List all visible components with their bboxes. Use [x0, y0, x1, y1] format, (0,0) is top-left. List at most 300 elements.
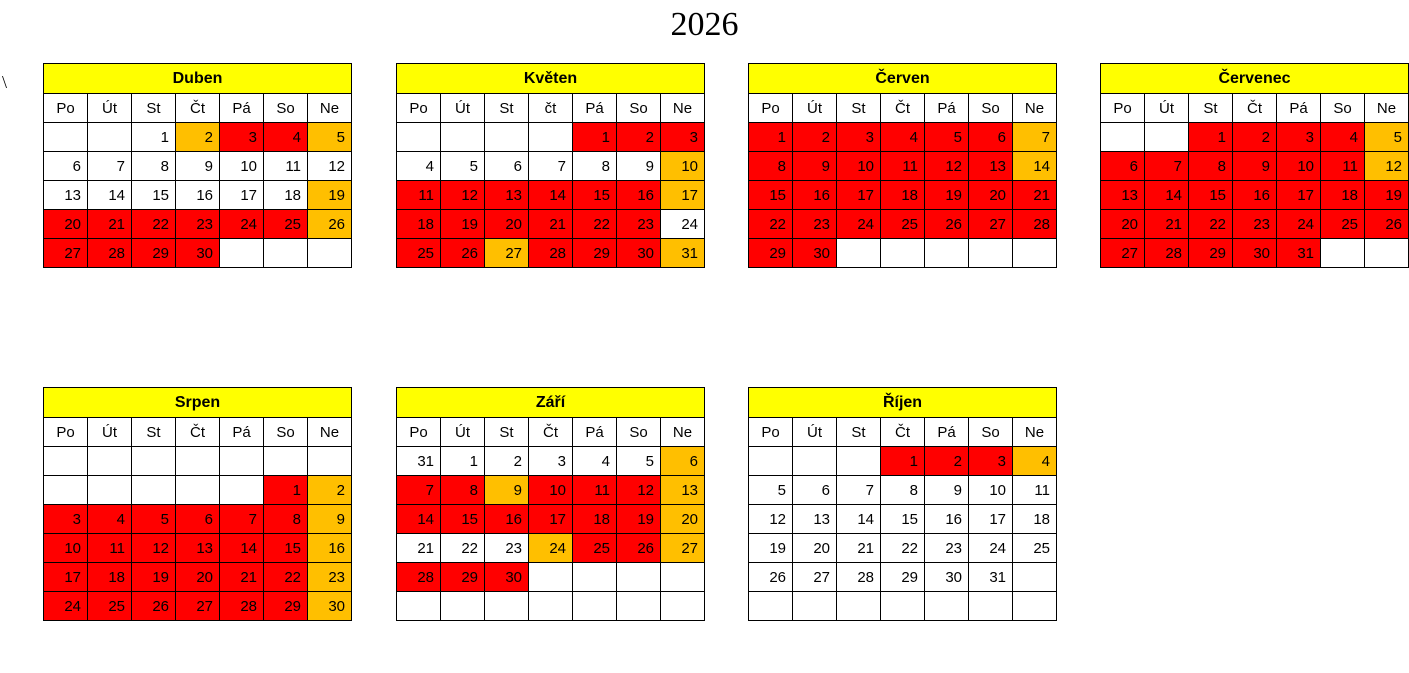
empty-day-cell: [44, 123, 88, 152]
day-cell[interactable]: 14: [397, 505, 441, 534]
day-cell[interactable]: 5: [749, 476, 793, 505]
day-cell[interactable]: 26: [1365, 210, 1409, 239]
day-cell[interactable]: 4: [88, 505, 132, 534]
day-cell[interactable]: 29: [132, 239, 176, 268]
day-cell[interactable]: 18: [1013, 505, 1057, 534]
empty-day-cell: [529, 592, 573, 621]
empty-day-cell: [661, 592, 705, 621]
day-cell[interactable]: 23: [308, 563, 352, 592]
day-cell[interactable]: 10: [1277, 152, 1321, 181]
day-cell[interactable]: 12: [617, 476, 661, 505]
day-cell[interactable]: 16: [617, 181, 661, 210]
day-cell[interactable]: 20: [661, 505, 705, 534]
day-cell[interactable]: 29: [1189, 239, 1233, 268]
day-cell[interactable]: 13: [661, 476, 705, 505]
weekday-header: Čt: [176, 418, 220, 447]
day-cell[interactable]: 19: [132, 563, 176, 592]
day-cell[interactable]: 3: [44, 505, 88, 534]
day-cell[interactable]: 31: [969, 563, 1013, 592]
day-cell[interactable]: 3: [529, 447, 573, 476]
day-cell[interactable]: 13: [1101, 181, 1145, 210]
day-cell[interactable]: 24: [837, 210, 881, 239]
day-cell[interactable]: 4: [1013, 447, 1057, 476]
day-cell[interactable]: 21: [837, 534, 881, 563]
day-cell[interactable]: 5: [441, 152, 485, 181]
weekday-header: Ne: [661, 418, 705, 447]
empty-day-cell: [220, 476, 264, 505]
day-cell[interactable]: 7: [88, 152, 132, 181]
month-title: Říjen: [749, 388, 1057, 418]
day-cell[interactable]: 23: [925, 534, 969, 563]
day-cell[interactable]: 11: [397, 181, 441, 210]
day-cell[interactable]: 7: [529, 152, 573, 181]
day-cell[interactable]: 21: [397, 534, 441, 563]
day-cell[interactable]: 17: [529, 505, 573, 534]
day-cell[interactable]: 9: [485, 476, 529, 505]
day-cell[interactable]: 7: [1145, 152, 1189, 181]
day-cell[interactable]: 3: [661, 123, 705, 152]
day-cell[interactable]: 14: [837, 505, 881, 534]
week-row: [44, 152, 352, 181]
day-cell[interactable]: 12: [749, 505, 793, 534]
empty-day-cell: [397, 123, 441, 152]
day-cell[interactable]: 25: [881, 210, 925, 239]
weekday-header: Ne: [661, 94, 705, 123]
day-cell[interactable]: 24: [661, 210, 705, 239]
day-cell[interactable]: 3: [220, 123, 264, 152]
day-cell[interactable]: 4: [881, 123, 925, 152]
empty-day-cell: [176, 447, 220, 476]
day-cell[interactable]: 2: [793, 123, 837, 152]
month-calendar-červen: [748, 63, 1057, 268]
day-cell[interactable]: 7: [220, 505, 264, 534]
week-row: [1101, 210, 1409, 239]
day-cell[interactable]: 10: [837, 152, 881, 181]
empty-day-cell: [749, 447, 793, 476]
day-cell[interactable]: 26: [925, 210, 969, 239]
weekday-header: Ne: [1013, 418, 1057, 447]
day-cell[interactable]: 6: [485, 152, 529, 181]
day-cell[interactable]: 16: [925, 505, 969, 534]
day-cell[interactable]: 26: [749, 563, 793, 592]
day-cell[interactable]: 23: [793, 210, 837, 239]
day-cell[interactable]: 15: [132, 181, 176, 210]
day-cell[interactable]: 19: [308, 181, 352, 210]
empty-day-cell: [264, 239, 308, 268]
day-cell[interactable]: 19: [441, 210, 485, 239]
day-cell[interactable]: 21: [1145, 210, 1189, 239]
day-cell[interactable]: 26: [441, 239, 485, 268]
day-cell[interactable]: 20: [793, 534, 837, 563]
day-cell[interactable]: 23: [617, 210, 661, 239]
day-cell[interactable]: 28: [1013, 210, 1057, 239]
day-cell[interactable]: 8: [1189, 152, 1233, 181]
day-cell[interactable]: 17: [1277, 181, 1321, 210]
week-row: [397, 210, 705, 239]
week-row: [1101, 152, 1409, 181]
day-cell[interactable]: 30: [1233, 239, 1277, 268]
day-cell[interactable]: 10: [969, 476, 1013, 505]
day-cell[interactable]: 8: [132, 152, 176, 181]
day-cell[interactable]: 20: [176, 563, 220, 592]
day-cell[interactable]: 7: [1013, 123, 1057, 152]
month-title: Květen: [397, 64, 705, 94]
weekday-header: Čt: [881, 94, 925, 123]
day-cell[interactable]: 23: [485, 534, 529, 563]
day-cell[interactable]: 2: [925, 447, 969, 476]
empty-day-cell: [925, 239, 969, 268]
day-cell[interactable]: 26: [308, 210, 352, 239]
day-cell[interactable]: 30: [925, 563, 969, 592]
day-cell[interactable]: 1: [573, 123, 617, 152]
day-cell[interactable]: 22: [264, 563, 308, 592]
day-cell[interactable]: 21: [88, 210, 132, 239]
empty-day-cell: [220, 239, 264, 268]
weekday-header: So: [264, 418, 308, 447]
day-cell[interactable]: 9: [1233, 152, 1277, 181]
day-cell[interactable]: 9: [308, 505, 352, 534]
day-cell[interactable]: 13: [485, 181, 529, 210]
empty-day-cell: [397, 592, 441, 621]
day-cell[interactable]: 4: [264, 123, 308, 152]
empty-day-cell: [88, 123, 132, 152]
day-cell[interactable]: 27: [485, 239, 529, 268]
day-cell[interactable]: 6: [1101, 152, 1145, 181]
day-cell[interactable]: 25: [1321, 210, 1365, 239]
day-cell[interactable]: 18: [881, 181, 925, 210]
day-cell[interactable]: 25: [573, 534, 617, 563]
weekday-header: So: [969, 94, 1013, 123]
day-cell[interactable]: 12: [441, 181, 485, 210]
day-cell[interactable]: 9: [925, 476, 969, 505]
day-cell[interactable]: 28: [88, 239, 132, 268]
day-cell[interactable]: 22: [1189, 210, 1233, 239]
day-cell[interactable]: 15: [441, 505, 485, 534]
day-cell[interactable]: 12: [925, 152, 969, 181]
day-cell[interactable]: 6: [44, 152, 88, 181]
day-cell[interactable]: 16: [308, 534, 352, 563]
day-cell[interactable]: 18: [397, 210, 441, 239]
weekday-header: St: [837, 418, 881, 447]
empty-day-cell: [661, 563, 705, 592]
day-cell[interactable]: 24: [529, 534, 573, 563]
day-cell[interactable]: 23: [1233, 210, 1277, 239]
day-cell[interactable]: 5: [1365, 123, 1409, 152]
day-cell[interactable]: 25: [1013, 534, 1057, 563]
weekday-header: Pá: [925, 418, 969, 447]
day-cell[interactable]: 7: [397, 476, 441, 505]
day-cell[interactable]: 12: [1365, 152, 1409, 181]
week-row: [44, 592, 352, 621]
week-row: [44, 181, 352, 210]
day-cell[interactable]: 5: [132, 505, 176, 534]
day-cell[interactable]: 1: [441, 447, 485, 476]
weekday-header: Út: [793, 418, 837, 447]
day-cell[interactable]: 24: [44, 592, 88, 621]
day-cell[interactable]: 5: [925, 123, 969, 152]
day-cell[interactable]: 15: [1189, 181, 1233, 210]
empty-day-cell: [220, 447, 264, 476]
day-cell[interactable]: 22: [441, 534, 485, 563]
day-cell[interactable]: 16: [485, 505, 529, 534]
weekday-header: čt: [529, 94, 573, 123]
day-cell[interactable]: 22: [881, 534, 925, 563]
week-row: [749, 210, 1057, 239]
weekday-header: So: [617, 94, 661, 123]
day-cell[interactable]: 5: [617, 447, 661, 476]
empty-day-cell: [793, 592, 837, 621]
day-cell[interactable]: 31: [661, 239, 705, 268]
day-cell[interactable]: 29: [441, 563, 485, 592]
day-cell[interactable]: 24: [969, 534, 1013, 563]
empty-day-cell: [176, 476, 220, 505]
day-cell[interactable]: 11: [1013, 476, 1057, 505]
day-cell[interactable]: 12: [132, 534, 176, 563]
day-cell[interactable]: 1: [749, 123, 793, 152]
day-cell[interactable]: 14: [1145, 181, 1189, 210]
empty-day-cell: [881, 592, 925, 621]
weekday-header: Po: [749, 94, 793, 123]
day-cell[interactable]: 21: [220, 563, 264, 592]
week-row: [397, 239, 705, 268]
weekday-header: Po: [397, 94, 441, 123]
day-cell[interactable]: 8: [264, 505, 308, 534]
day-cell[interactable]: 11: [573, 476, 617, 505]
week-row: [397, 447, 705, 476]
day-cell[interactable]: 17: [661, 181, 705, 210]
weekday-header: Ne: [308, 418, 352, 447]
day-cell[interactable]: 8: [881, 476, 925, 505]
empty-day-cell: [925, 592, 969, 621]
weekday-header: St: [132, 94, 176, 123]
day-cell[interactable]: 1: [264, 476, 308, 505]
day-cell[interactable]: 10: [529, 476, 573, 505]
empty-day-cell: [88, 447, 132, 476]
empty-day-cell: [969, 239, 1013, 268]
day-cell[interactable]: 14: [220, 534, 264, 563]
day-cell[interactable]: 20: [969, 181, 1013, 210]
day-cell[interactable]: 27: [44, 239, 88, 268]
day-cell[interactable]: 9: [617, 152, 661, 181]
day-cell[interactable]: 4: [1321, 123, 1365, 152]
weekday-header: So: [264, 94, 308, 123]
day-cell[interactable]: 6: [661, 447, 705, 476]
empty-day-cell: [1321, 239, 1365, 268]
week-row: [397, 476, 705, 505]
empty-day-cell: [441, 123, 485, 152]
day-cell[interactable]: 10: [44, 534, 88, 563]
day-cell[interactable]: 13: [793, 505, 837, 534]
day-cell[interactable]: 29: [573, 239, 617, 268]
day-cell[interactable]: 27: [1101, 239, 1145, 268]
day-cell[interactable]: 27: [661, 534, 705, 563]
day-cell[interactable]: 19: [617, 505, 661, 534]
day-cell[interactable]: 2: [1233, 123, 1277, 152]
week-row: [749, 447, 1057, 476]
day-cell[interactable]: 30: [308, 592, 352, 621]
weekday-header: Pá: [220, 418, 264, 447]
day-cell[interactable]: 28: [837, 563, 881, 592]
day-cell[interactable]: 2: [617, 123, 661, 152]
day-cell[interactable]: 4: [397, 152, 441, 181]
day-cell[interactable]: 22: [749, 210, 793, 239]
day-cell[interactable]: 28: [1145, 239, 1189, 268]
day-cell[interactable]: 3: [1277, 123, 1321, 152]
month-title: Červenec: [1101, 64, 1409, 94]
day-cell[interactable]: 19: [1365, 181, 1409, 210]
weekday-header: Út: [1145, 94, 1189, 123]
month-calendar-červenec: [1100, 63, 1409, 268]
day-cell[interactable]: 3: [837, 123, 881, 152]
day-cell[interactable]: 16: [793, 181, 837, 210]
day-cell[interactable]: 19: [925, 181, 969, 210]
day-cell[interactable]: 1: [881, 447, 925, 476]
weekday-header: So: [1321, 94, 1365, 123]
day-cell[interactable]: 27: [793, 563, 837, 592]
day-cell[interactable]: 30: [617, 239, 661, 268]
day-cell[interactable]: 25: [88, 592, 132, 621]
month-title: Červen: [749, 64, 1057, 94]
day-cell[interactable]: 16: [176, 181, 220, 210]
day-cell[interactable]: 3: [969, 447, 1013, 476]
day-cell[interactable]: 13: [969, 152, 1013, 181]
week-row: [44, 505, 352, 534]
day-cell[interactable]: 10: [661, 152, 705, 181]
day-cell[interactable]: 8: [573, 152, 617, 181]
day-cell[interactable]: 24: [220, 210, 264, 239]
day-cell[interactable]: 13: [176, 534, 220, 563]
day-cell[interactable]: 17: [969, 505, 1013, 534]
day-cell[interactable]: 15: [749, 181, 793, 210]
day-cell[interactable]: 14: [88, 181, 132, 210]
day-cell[interactable]: 11: [1321, 152, 1365, 181]
day-cell[interactable]: 17: [837, 181, 881, 210]
day-cell[interactable]: 13: [44, 181, 88, 210]
weekday-header: Pá: [1277, 94, 1321, 123]
day-cell[interactable]: 19: [749, 534, 793, 563]
day-cell[interactable]: 8: [749, 152, 793, 181]
day-cell[interactable]: 6: [969, 123, 1013, 152]
empty-day-cell: [529, 563, 573, 592]
day-cell[interactable]: 18: [88, 563, 132, 592]
empty-day-cell: [308, 239, 352, 268]
day-cell[interactable]: 27: [176, 592, 220, 621]
empty-day-cell: [1013, 239, 1057, 268]
day-cell[interactable]: 9: [176, 152, 220, 181]
day-cell[interactable]: 31: [397, 447, 441, 476]
day-cell[interactable]: 22: [573, 210, 617, 239]
day-cell[interactable]: 6: [793, 476, 837, 505]
day-cell[interactable]: 16: [1233, 181, 1277, 210]
day-cell[interactable]: 30: [485, 563, 529, 592]
day-cell[interactable]: 10: [220, 152, 264, 181]
month-title: Září: [397, 388, 705, 418]
day-cell[interactable]: 25: [264, 210, 308, 239]
day-cell[interactable]: 15: [573, 181, 617, 210]
week-row: [44, 239, 352, 268]
weekday-header: So: [617, 418, 661, 447]
page-title: 2026: [670, 6, 739, 43]
day-cell[interactable]: 18: [1321, 181, 1365, 210]
week-row: [397, 123, 705, 152]
day-cell[interactable]: 14: [1013, 152, 1057, 181]
day-cell[interactable]: 15: [881, 505, 925, 534]
day-cell[interactable]: 11: [264, 152, 308, 181]
day-cell[interactable]: 28: [397, 563, 441, 592]
empty-day-cell: [793, 447, 837, 476]
day-cell[interactable]: 17: [220, 181, 264, 210]
weekday-header: Po: [397, 418, 441, 447]
day-cell[interactable]: 26: [132, 592, 176, 621]
day-cell[interactable]: 6: [176, 505, 220, 534]
day-cell[interactable]: 11: [881, 152, 925, 181]
day-cell[interactable]: 18: [573, 505, 617, 534]
weekday-header: So: [969, 418, 1013, 447]
day-cell[interactable]: 20: [485, 210, 529, 239]
day-cell[interactable]: 27: [969, 210, 1013, 239]
day-cell[interactable]: 25: [397, 239, 441, 268]
day-cell[interactable]: 28: [529, 239, 573, 268]
day-cell[interactable]: 15: [264, 534, 308, 563]
day-cell[interactable]: 29: [881, 563, 925, 592]
day-cell[interactable]: 17: [44, 563, 88, 592]
day-cell[interactable]: 2: [308, 476, 352, 505]
day-cell[interactable]: 18: [264, 181, 308, 210]
day-cell[interactable]: 23: [176, 210, 220, 239]
day-cell[interactable]: 20: [44, 210, 88, 239]
week-row: [749, 239, 1057, 268]
day-cell[interactable]: 8: [441, 476, 485, 505]
week-row: [44, 563, 352, 592]
day-cell[interactable]: 29: [749, 239, 793, 268]
day-cell[interactable]: 4: [573, 447, 617, 476]
weekday-header: Čt: [176, 94, 220, 123]
day-cell[interactable]: 7: [837, 476, 881, 505]
day-cell[interactable]: 21: [529, 210, 573, 239]
day-cell[interactable]: 28: [220, 592, 264, 621]
empty-day-cell: [837, 592, 881, 621]
day-cell[interactable]: 29: [264, 592, 308, 621]
day-cell[interactable]: 31: [1277, 239, 1321, 268]
empty-day-cell: [617, 563, 661, 592]
day-cell[interactable]: 24: [1277, 210, 1321, 239]
day-cell[interactable]: 1: [132, 123, 176, 152]
day-cell[interactable]: 1: [1189, 123, 1233, 152]
weekday-header: Út: [88, 94, 132, 123]
day-cell[interactable]: 9: [793, 152, 837, 181]
day-cell[interactable]: 11: [88, 534, 132, 563]
week-row: [397, 505, 705, 534]
week-row: [1101, 123, 1409, 152]
day-cell[interactable]: 14: [529, 181, 573, 210]
day-cell[interactable]: 20: [1101, 210, 1145, 239]
weekday-header: Ne: [1365, 94, 1409, 123]
day-cell[interactable]: 30: [793, 239, 837, 268]
empty-day-cell: [1145, 123, 1189, 152]
day-cell[interactable]: 2: [176, 123, 220, 152]
day-cell[interactable]: 21: [1013, 181, 1057, 210]
day-cell[interactable]: 30: [176, 239, 220, 268]
day-cell[interactable]: 12: [308, 152, 352, 181]
empty-day-cell: [837, 447, 881, 476]
empty-day-cell: [881, 239, 925, 268]
day-cell[interactable]: 2: [485, 447, 529, 476]
day-cell[interactable]: 5: [308, 123, 352, 152]
day-cell[interactable]: 22: [132, 210, 176, 239]
day-cell[interactable]: 26: [617, 534, 661, 563]
week-row: [749, 152, 1057, 181]
weekday-header: Čt: [881, 418, 925, 447]
